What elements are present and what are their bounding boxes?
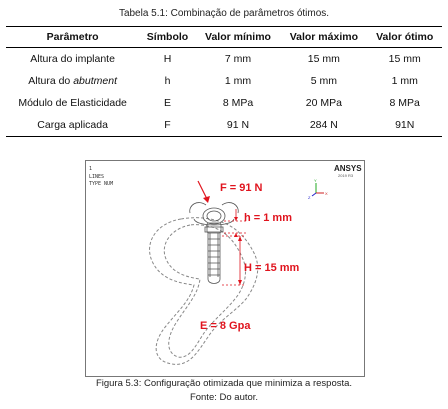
cell-min: 1 mm [224,75,252,87]
force-arrow-icon [198,181,210,203]
ansys-figure [85,160,365,377]
cell-max: 284 N [280,114,367,137]
table-header-row [6,27,442,48]
cell-symbol: E [163,97,171,109]
label-force: F = 91 N [220,182,263,194]
axis-z-label: Z [308,195,311,200]
cell-max: 5 mm [310,75,337,87]
label-H: H = 15 mm [244,262,300,274]
dimension-h [224,209,246,237]
cell-symbol: F [139,114,195,137]
dimension-H [222,236,244,285]
table-caption: Tabela 5.1: Combinação de parâmetros ótimos. [118,8,330,19]
header-valor-maximo: Valor máximo [280,27,367,48]
abutment-shape [190,203,239,225]
ansys-header-type: TYPE NUM [89,181,114,187]
header-parametro: Parâmetro [6,27,139,48]
header-simbolo: Símbolo [139,27,195,48]
ansys-header-number: 1 [89,166,93,172]
axis-x-label: X [325,191,328,196]
cell-param: Altura do implante [30,53,115,65]
cell-param-italic: abutment [73,75,117,87]
cell-param-prefix: Altura do [28,75,74,87]
implant-shape [205,223,223,284]
table-row [6,48,442,71]
cell-min: 7 mm [224,53,252,65]
header-valor-minimo: Valor mínimo [196,27,281,48]
cell-max: 15 mm [307,53,340,65]
cell-opt: 15 mm [388,53,421,65]
ansys-header-lines: LINES [89,174,105,180]
figure-caption: Figura 5.3: Configuração otimizada que minimiza a resposta. [95,378,353,389]
bone-outline [150,218,258,365]
cell-symbol: h [164,75,171,87]
ansys-version: 2019 R3 [338,173,354,178]
cell-max: 20 MPa [305,97,342,109]
cell-param [6,70,139,92]
cell-min: 91 N [196,114,281,137]
cell-opt: 1 mm [391,75,418,87]
table-row [6,92,442,114]
axis-y-label: Y [314,178,317,183]
parameters-table [6,26,442,137]
cell-param: Carga aplicada [6,114,139,137]
cell-min: 8 MPa [222,97,254,109]
cell-param: Módulo de Elasticidade [18,97,127,109]
label-E: E = 8 Gpa [200,320,251,332]
table-row [6,70,442,92]
label-h: h = 1 mm [244,212,292,224]
figure-source: Fonte: Do autor. [189,392,259,403]
ansys-model-drawing [86,161,364,376]
header-valor-otimo: Valor ótimo [367,27,442,48]
cell-opt: 8 MPa [389,97,420,109]
cell-opt: 91N [367,114,442,137]
ansys-logo: ANSYS [334,164,362,173]
axis-triad-icon [308,178,328,200]
cell-symbol: H [163,53,172,65]
table-row [6,114,442,137]
